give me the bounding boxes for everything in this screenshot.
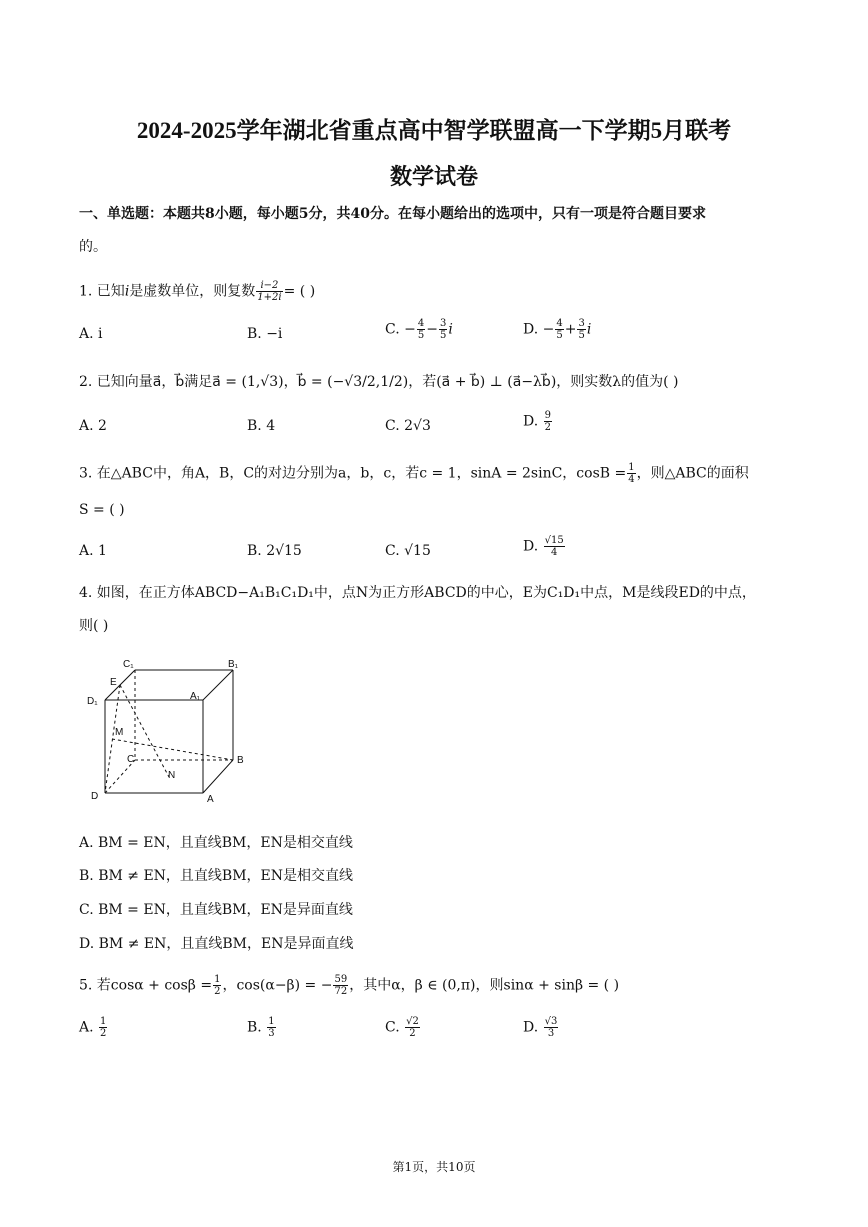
- q5-d-frac: [544, 1016, 559, 1039]
- q3-f-den: 4: [628, 474, 635, 485]
- q5-frac1: [213, 974, 221, 997]
- label-a1: A₁: [190, 691, 201, 702]
- q5-frac2: [333, 974, 348, 997]
- q1-c-d2: 5: [439, 330, 447, 341]
- q5-option-d[interactable]: [523, 1016, 559, 1039]
- q3-line1-text: 3. 在△ABC中，角A，B，C的对边分别为a，b，c，若c = 1，sinA = 2sinC，cosB =: [79, 465, 627, 482]
- q3-option-c[interactable]: C. √15: [385, 543, 431, 559]
- q1-c-frac1: [417, 318, 425, 341]
- q3-d-den: 4: [551, 547, 558, 558]
- q3-line1-end: ，则△ABC的面积: [636, 465, 749, 482]
- q1-d-frac2: [577, 318, 585, 341]
- q5-a-den: 2: [100, 1028, 107, 1039]
- q1-c-pre: C. −: [385, 321, 416, 338]
- q2-option-d[interactable]: [523, 410, 553, 433]
- q5-a-pre: A.: [79, 1019, 99, 1036]
- q5-g-den: 72: [334, 986, 348, 997]
- q1-c-i: i: [448, 321, 453, 338]
- q5-d-den: 3: [547, 1028, 555, 1039]
- label-b: B: [237, 755, 244, 766]
- q2-option-a[interactable]: A. 2: [79, 418, 107, 434]
- q5-option-c[interactable]: [385, 1016, 421, 1039]
- q5-d-num: √3: [544, 1016, 558, 1027]
- q3-option-a[interactable]: A. 1: [79, 543, 107, 559]
- question-3-line1: [79, 462, 749, 485]
- q3-f-num: 1: [628, 462, 635, 473]
- q1-post: = ( ): [283, 283, 316, 300]
- q5-c-num: √2: [406, 1016, 419, 1027]
- q5-c-frac: [405, 1016, 420, 1039]
- q3-option-d[interactable]: [523, 535, 566, 558]
- section-heading-line1: 一、单选题：本题共8小题，每小题5分，共40分。在每小题给出的选项中，只有一项是符合题目要求: [79, 206, 706, 222]
- question-1: [79, 280, 315, 303]
- q5-f-num: 1: [214, 974, 221, 985]
- page-footer: 第1页，共10页: [392, 1160, 476, 1174]
- label-d1: D₁: [87, 696, 98, 707]
- q1-num: i−2: [256, 280, 282, 292]
- label-a: A: [207, 794, 214, 805]
- q2-d-den: 2: [544, 422, 552, 433]
- label-d: D: [91, 791, 99, 802]
- q3-d-num: √15: [544, 535, 564, 546]
- question-4-line2: 则( ): [79, 618, 109, 634]
- q1-d-d1: 5: [556, 330, 563, 341]
- q1-den: 1+2i: [257, 292, 282, 303]
- q4-option-a[interactable]: A. BM = EN，且直线BM，EN是相交直线: [79, 835, 353, 851]
- q1-option-b[interactable]: B. −i: [247, 326, 283, 342]
- q5-d-pre: D.: [523, 1019, 543, 1036]
- q2-d-frac: [544, 410, 552, 433]
- q5-c-pre: C.: [385, 1019, 405, 1036]
- q5-b-frac: [267, 1016, 275, 1039]
- q3-fraction: [627, 462, 635, 485]
- q1-d-mid: +: [564, 321, 577, 338]
- label-c: C: [127, 754, 135, 765]
- q1-d-n2: 3: [578, 318, 585, 329]
- q5-a-frac: [99, 1016, 107, 1039]
- question-5: [79, 974, 619, 997]
- cube-figure: [80, 650, 260, 810]
- q2-option-c[interactable]: C. 2√3: [385, 418, 431, 434]
- q5-b-num: 1: [268, 1016, 275, 1027]
- q5-option-b[interactable]: [247, 1016, 277, 1039]
- q3-d-pre: D.: [523, 538, 543, 555]
- q1-fraction: [256, 280, 282, 303]
- q5-b-pre: B.: [247, 1019, 267, 1036]
- q5-g-num: 59: [334, 974, 348, 985]
- q3-option-b[interactable]: B. 2√15: [247, 543, 302, 559]
- question-2: 2. 已知向量a⃗，b⃗满足a⃗ = (1,√3)，b⃗ = (−√3/2,1/2)，若(a⃗ + b⃗) ⊥ (a⃗−λb⃗)，则实数λ的值为( ): [79, 374, 679, 390]
- q5-f-den: 2: [214, 986, 221, 997]
- q5-option-a[interactable]: [79, 1016, 108, 1039]
- label-m: M: [115, 727, 124, 738]
- q5-b-den: 3: [268, 1028, 275, 1039]
- q5-c-den: 2: [409, 1028, 416, 1039]
- q1-mid: 是虚数单位，则复数: [129, 283, 256, 300]
- q1-d-i: i: [586, 321, 592, 338]
- q1-c-n2: 3: [439, 318, 447, 329]
- page-subtitle: 数学试卷: [389, 164, 478, 189]
- q1-c-d1: 5: [417, 330, 425, 341]
- q1-pre: 1. 已知: [79, 283, 125, 300]
- q4-option-c[interactable]: C. BM = EN，且直线BM，EN是异面直线: [79, 902, 353, 918]
- q1-d-n1: 4: [556, 318, 563, 329]
- q5-mid: ，cos(α−β) = −: [222, 977, 333, 994]
- q1-c-frac2: [439, 318, 447, 341]
- q1-d-frac1: [555, 318, 563, 341]
- label-e: E: [110, 677, 117, 688]
- section-heading-line2: 的。: [79, 239, 107, 255]
- label-n: N: [168, 770, 176, 781]
- label-b1: B₁: [228, 659, 239, 670]
- q1-option-a[interactable]: A. i: [79, 326, 103, 342]
- q5-pre: 5. 若cosα + cosβ =: [79, 977, 213, 994]
- q2-d-pre: D.: [523, 413, 543, 430]
- q4-option-d[interactable]: D. BM ≠ EN，且直线BM，EN是异面直线: [79, 936, 354, 952]
- q1-c-n1: 4: [417, 318, 425, 329]
- question-3-line2: S = ( ): [79, 502, 125, 518]
- q2-option-b[interactable]: B. 4: [247, 418, 276, 434]
- q5-post: ，其中α，β ∈ (0,π)，则sinα + sinβ = ( ): [349, 977, 620, 994]
- q1-d-pre: D. −: [523, 321, 555, 338]
- label-c1: C₁: [123, 659, 134, 670]
- q1-option-c[interactable]: [385, 318, 453, 341]
- q1-c-mid: −: [426, 321, 438, 338]
- q1-i: i: [124, 283, 130, 300]
- q5-a-num: 1: [100, 1016, 107, 1027]
- page-title: 2024-2025学年湖北省重点高中智学联盟高一下学期5月联考: [136, 118, 732, 143]
- q2-d-num: 9: [544, 410, 552, 421]
- q1-d-d2: 5: [578, 330, 585, 341]
- q4-option-b[interactable]: B. BM ≠ EN，且直线BM，EN是相交直线: [79, 868, 354, 884]
- q3-d-frac: [544, 535, 565, 558]
- question-4-line1: 4. 如图，在正方体ABCD−A₁B₁C₁D₁中，点N为正方形ABCD的中心，E为C₁D₁中点，M是线段ED的中点，: [79, 585, 756, 601]
- q1-option-d[interactable]: [523, 318, 591, 341]
